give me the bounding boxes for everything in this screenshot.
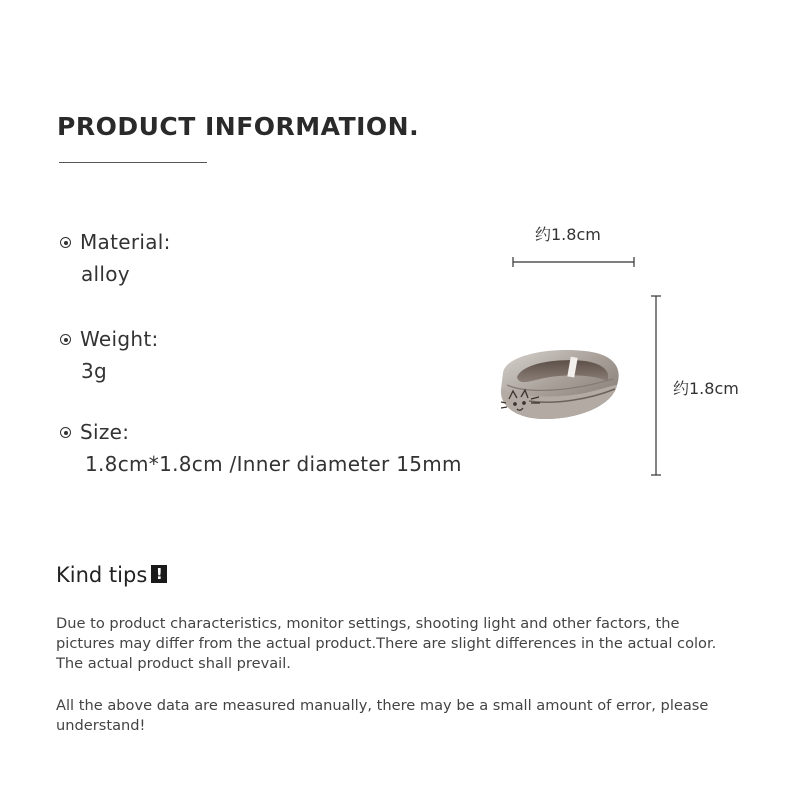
weight-label: Weight: — [80, 327, 159, 351]
weight-value: 3g — [81, 359, 108, 383]
spec-weight — [60, 327, 159, 383]
kind-tips-title — [56, 563, 167, 587]
height-dimension-line — [648, 294, 664, 478]
circle-dot-icon — [60, 427, 71, 438]
width-dimension-label: 约1.8cm — [535, 225, 601, 244]
material-value: alloy — [81, 262, 130, 286]
circle-dot-icon — [60, 334, 71, 345]
kind-tips-label: Kind tips — [56, 563, 148, 587]
height-dimension-label: 约1.8cm — [673, 379, 739, 398]
ring-image — [495, 345, 625, 440]
size-label: Size: — [80, 420, 130, 444]
page-title: PRODUCT INFORMATION. — [57, 112, 420, 141]
size-value: 1.8cm*1.8cm /Inner diameter 15mm — [85, 452, 462, 476]
spec-material — [60, 230, 171, 286]
exclamation-icon: ! — [151, 565, 167, 583]
tips-paragraph-2: All the above data are measured manually, there may be a small amount of error, please understand! — [56, 697, 709, 734]
circle-dot-icon — [60, 237, 71, 248]
spec-size — [60, 420, 462, 476]
title-underline — [59, 162, 207, 163]
material-label: Material: — [80, 230, 171, 254]
width-dimension-line — [510, 255, 638, 269]
tips-paragraph-1: Due to product characteristics, monitor settings, shooting light and other factors, the pictures may differ from the actual product.There are slight differences in the actual color. The actual product shall prevail. — [56, 615, 717, 672]
